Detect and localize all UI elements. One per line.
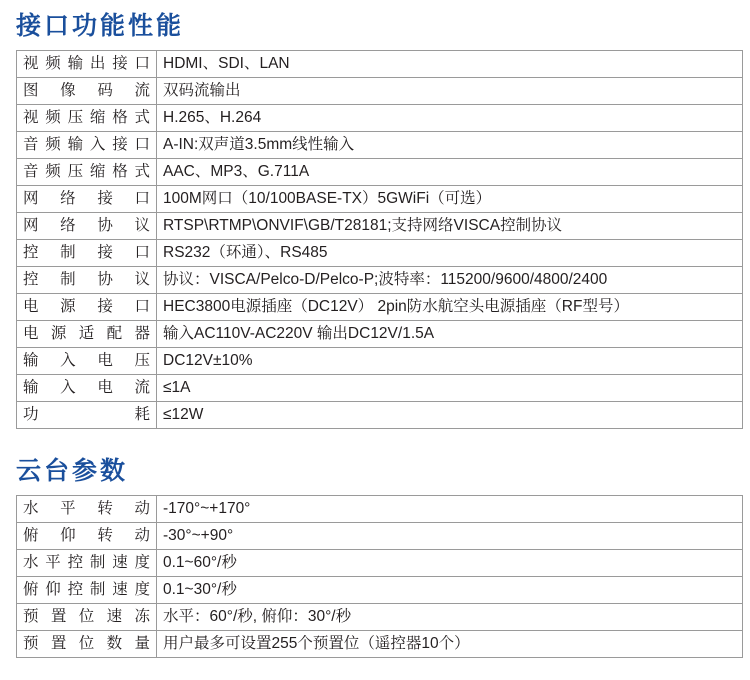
row-value: H.265、H.264 [157, 105, 743, 132]
section-title-pantilt: 云台参数 [16, 456, 129, 485]
row-label: 视频压缩格式 [17, 105, 157, 132]
table-row [17, 105, 743, 132]
row-label: 水平转动 [17, 496, 157, 523]
table-row [17, 631, 743, 658]
interface-spec-table [16, 50, 743, 429]
row-value: A-IN:双声道3.5mm线性输入 [157, 132, 743, 159]
row-label: 功耗 [17, 402, 157, 429]
table-row [17, 159, 743, 186]
row-label: 控制接口 [17, 240, 157, 267]
row-value: DC12V±10% [157, 348, 743, 375]
row-label: 网络接口 [17, 186, 157, 213]
row-value: ≤12W [157, 402, 743, 429]
table-row [17, 375, 743, 402]
row-label: 图像码流 [17, 78, 157, 105]
row-label: 预置位速冻 [17, 604, 157, 631]
table-row [17, 496, 743, 523]
row-value: ≤1A [157, 375, 743, 402]
table-row [17, 51, 743, 78]
table-row [17, 186, 743, 213]
row-value: 100M网口（10/100BASE-TX）5GWiFi（可选） [157, 186, 743, 213]
row-label: 水平控制速度 [17, 550, 157, 577]
row-value: AAC、MP3、G.711A [157, 159, 743, 186]
row-label: 电源适配器 [17, 321, 157, 348]
row-value: RS232（环通）、RS485 [157, 240, 743, 267]
row-value: RTSP\RTMP\ONVIF\GB/T28181;支持网络VISCA控制协议 [157, 213, 743, 240]
row-label: 音频输入接口 [17, 132, 157, 159]
row-value: HEC3800电源插座（DC12V） 2pin防水航空头电源插座（RF型号） [157, 294, 743, 321]
table-row [17, 604, 743, 631]
row-value: 输入AC110V-AC220V 输出DC12V/1.5A [157, 321, 743, 348]
row-label: 俯仰控制速度 [17, 577, 157, 604]
row-label: 网络协议 [17, 213, 157, 240]
table-row [17, 240, 743, 267]
table-row [17, 213, 743, 240]
table-row [17, 523, 743, 550]
row-value: 0.1~30°/秒 [157, 577, 743, 604]
row-value: 0.1~60°/秒 [157, 550, 743, 577]
row-value: -30°~+90° [157, 523, 743, 550]
row-label: 预置位数量 [17, 631, 157, 658]
table-row [17, 294, 743, 321]
table-row [17, 402, 743, 429]
table-row [17, 348, 743, 375]
table-row [17, 577, 743, 604]
section-title-interface: 接口功能性能 [16, 11, 185, 40]
row-label: 视频输出接口 [17, 51, 157, 78]
row-label: 输入电压 [17, 348, 157, 375]
row-value: HDMI、SDI、LAN [157, 51, 743, 78]
row-value: 水平：60°/秒, 俯仰：30°/秒 [157, 604, 743, 631]
table-row [17, 132, 743, 159]
pantilt-table-body [17, 496, 743, 658]
row-label: 俯仰转动 [17, 523, 157, 550]
interface-table-body [17, 51, 743, 429]
row-value: 用户最多可设置255个预置位（遥控器10个） [157, 631, 743, 658]
row-label: 电源接口 [17, 294, 157, 321]
row-label: 控制协议 [17, 267, 157, 294]
table-row [17, 267, 743, 294]
table-row [17, 321, 743, 348]
spec-sheet-page [0, 6, 750, 680]
table-row [17, 78, 743, 105]
table-row [17, 550, 743, 577]
row-value: 双码流输出 [157, 78, 743, 105]
pantilt-spec-table [16, 495, 743, 658]
row-value: 协议：VISCA/Pelco-D/Pelco-P;波特率：115200/9600/4800/2400 [157, 267, 743, 294]
row-label: 输入电流 [17, 375, 157, 402]
row-label: 音频压缩格式 [17, 159, 157, 186]
row-value: -170°~+170° [157, 496, 743, 523]
